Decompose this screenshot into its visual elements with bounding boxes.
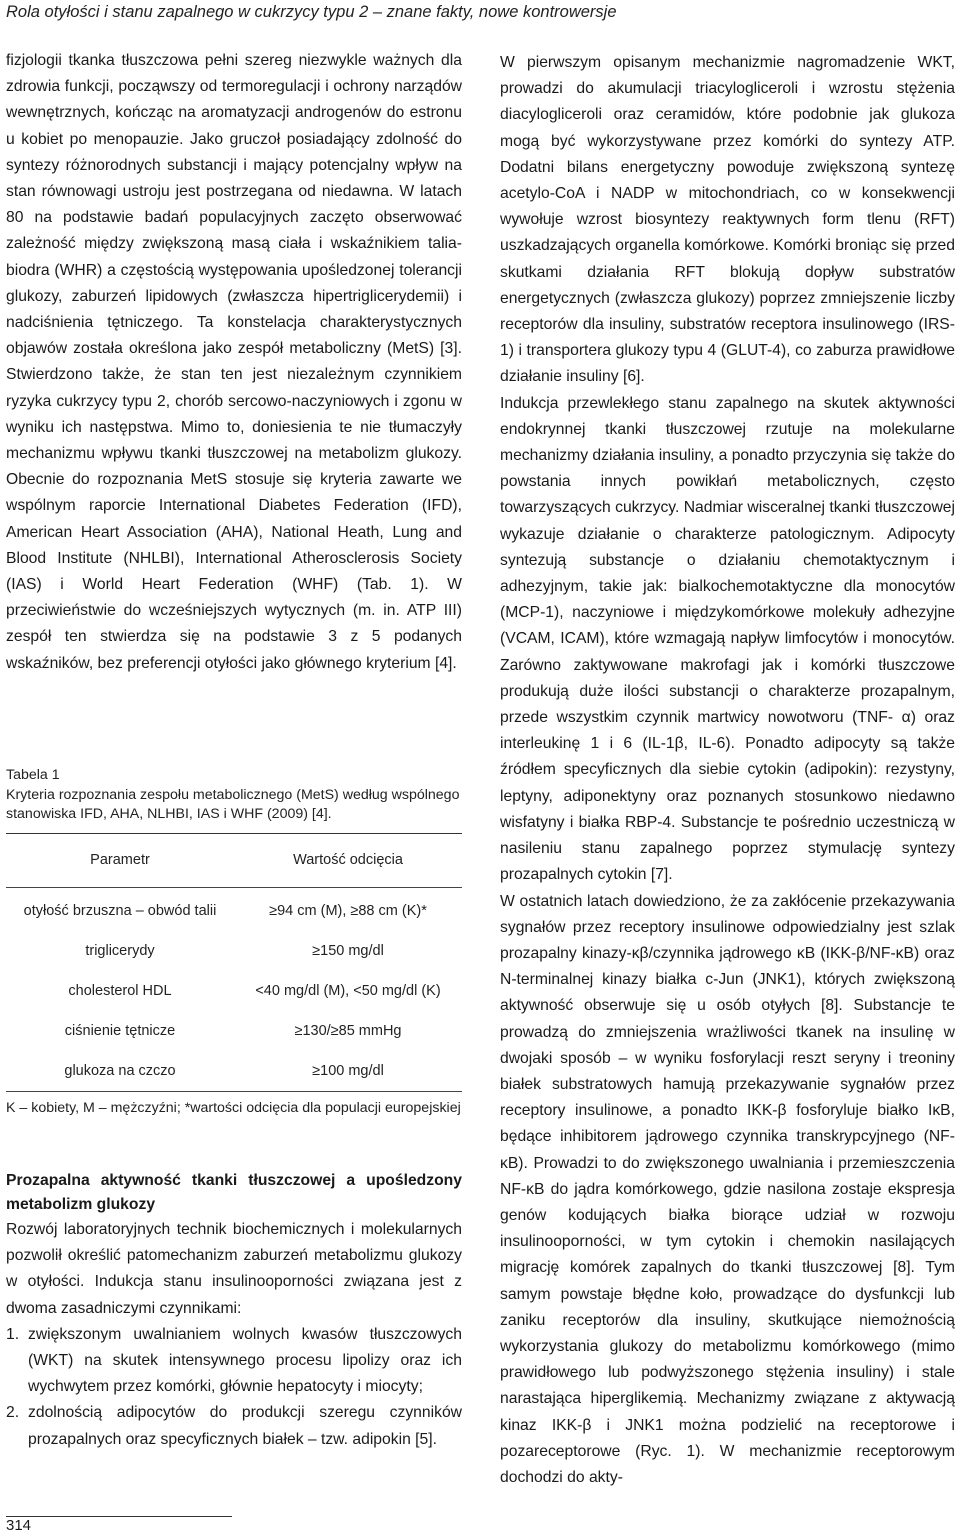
table-caption: Kryteria rozpoznania zespołu metabolicznego (MetS) według wspólnego stanowiska IFD, AHA, NLHBI, IAS i WHF (2009) [4].: [6, 786, 460, 822]
right-paragraph-2: Indukcja przewlekłego stanu zapalnego na skutek aktywności endokrynnej tkanki tłuszczowej rzutuje na molekularne mechanizmy działania insuliny, a ponadto przyczynia się także do powstania innych powikłań metabolicznych, często towarzyszących cukrzycy. Nadmiar wisceralnej tkanki tłuszczowej wykazuje działanie o charakterze patologicznym. Adipocyty syntezują substancje o działaniu chemotaktycznym i adhezyjnym, takie jak: bialkochemotaktyczne dla monocytów (MCP-1), naczyniowe i międzykomórkowe molekuły adhezyjne (VCAM, ICAM), które wzmagają napływ limfocytów i monocytów. Zarówno zaktywowane makrofagi jak i komórki tłuszczowe produkują duże ilości substancji o charakterze prozapalnym, przede wszystkim czynnik martwicy nowotworu (TNF- α) oraz interleukinę 1 i 6 (IL-1β, IL-6). Ponadto adipocyty są także źródłem specyficznych dla siebie cytokin (adipokin): rezystyny, leptyny, adiponektyny oraz poznanych stosunkowo niedawno wisfatyny i białka RBP-4. Substancje te pośrednio uczestniczą w nasileniu stanu zapalnego poprzez stymulację syntezy prozapalnych cytokin [7].: [500, 394, 955, 884]
table-row: [6, 931, 462, 971]
criteria-table: [6, 833, 462, 1093]
table-header-row: [6, 833, 462, 887]
table-row: [6, 1051, 462, 1092]
table-cell-parameter: glukoza na czczo: [64, 1063, 176, 1080]
list-item: [6, 1400, 462, 1452]
table-cell-parameter: triglicerydy: [85, 942, 155, 959]
page-number: 314: [6, 1517, 32, 1534]
table-cell-cutoff: ≥94 cm (M), ≥88 cm (K)*: [269, 902, 427, 919]
footer-rule: [6, 1516, 232, 1517]
table-row: [6, 971, 462, 1011]
table-row: [6, 1011, 462, 1051]
list-item-text: zdolnością adipocytów do produkcji szeregu czynników prozapalnych oraz specyficznych białek – tzw. adipokin [5].: [28, 1404, 462, 1448]
factor-list: [6, 1322, 462, 1453]
table-footnote: K – kobiety, M – mężczyźni; *wartości odcięcia dla populacji europejskiej: [6, 1100, 461, 1117]
list-item-number: 1.: [6, 1325, 20, 1343]
table-cell-cutoff: <40 mg/dl (M), <50 mg/dl (K): [255, 982, 441, 999]
table-cell-parameter: ciśnienie tętnicze: [64, 1023, 176, 1040]
table-cell-cutoff: ≥150 mg/dl: [312, 942, 384, 959]
list-item-number: 2.: [6, 1404, 20, 1422]
right-paragraph-3: W ostatnich latach dowiedziono, że za zakłócenie przekazywania sygnałów przez receptory insulinowe odpowiedzialny jest szlak prozapalny kinazy-κβ/czynnika jądrowego κB (IKK-β/NF-κB) oraz N-terminalnej kinazy białka c-Jun (JNK1), których zwiększoną aktywność obserwuje się u osób otyłych [8]. Substancje te prowadzą do zmniejszenia wrażliwości tkanek na insulinę w dwojaki sposób – w wyniku fosforylacji reszt seryny i treoniny białek substratowych hamują przekazywanie sygnałów przez receptory insulinowe, a ponadto IKK-β fosforyluje białko IκB, będące inhibitorem jądrowego czynnika transkrypcyjnego (NF-κB). Prowadzi to do zwiększonego uwalniania i przemieszczenia NF-κB do jądra komórkowego, gdzie nasilona zostaje ekspresja genów kodujących białka biorące udział w rozwoju insulinooporności, w tym cytokin i chemokin nasilających migrację komórek zapalnych do tkanki tłuszczowej [8]. Tym samym powstaje błędne koło, prowadzące do dysfunkcji lub zaniku receptorów dla insuliny, skutkujące niemożnością wykorzystania glukozy do metabolizmu komórkowego (mimo prawidłowego lub podwyższonego stężenia insuliny) i stale narastająca hiperglikemią. Mechanizmy związane z aktywacją kinaz IKK-β i JNK1 można podzielić na receptorowe i pozareceptorowe (Ryc. 1). W mechanizmie receptorowym dochodzi do akty-: [500, 892, 955, 1486]
table-cell-cutoff: ≥100 mg/dl: [312, 1063, 384, 1080]
list-item-text: zwiększonym uwalnianiem wolnych kwasów tłuszczowych (WKT) na skutek intensywnego procesu lipolizy oraz ich wychwytem przez komórki, głównie hepatocyty i miocyty;: [28, 1325, 462, 1396]
table-label: Tabela 1: [6, 767, 60, 783]
table-1: [6, 766, 462, 1118]
table-header-cutoff: Wartość odcięcia: [293, 852, 403, 868]
table-cell-cutoff: ≥130/≥85 mmHg: [294, 1023, 402, 1040]
running-header: Rola otyłości i stanu zapalnego w cukrzycy typu 2 – znane fakty, nowe kontrowersje: [6, 3, 617, 21]
list-item: [6, 1322, 462, 1401]
section-proinflammatory: [6, 1169, 462, 1453]
left-column: [6, 48, 462, 677]
left-paragraph-1: fizjologii tkanka tłuszczowa pełni szereg niezwykle ważnych dla zdrowia funkcji, począwszy od termoregulacji i ochrony narządów wewnętrznych, kończąc na aromatyzacji androgenów do estronu u kobiet po menopauzie. Jako gruczoł posiadający zdolność do syntezy różnorodnych substancji i mający potencjalny wpływ na stan równowagi ustroju jest postrzegana od niedawna. W latach 80 na podstawie badań populacyjnych zaczęto obserwować zależność między zwiększoną masą ciała i wskaźnikiem talia-biodra (WHR) a częstością występowania upośledzonej tolerancji glukozy, zaburzeń lipidowych (zwłaszcza hipertriglicerydemii) i nadciśnienia tętniczego. Ta konstelacja charakterystycznych objawów została określona jako zespół metaboliczny (MetS) [3]. Stwierdzono także, że stan ten jest niezależnym czynnikiem ryzyka cukrzycy typu 2, chorób sercowo-naczyniowych i zgonu w wyniku ich następstwa. Mimo to, doniesienia te nie tłumaczyły mechanizmu wpływu tkanki tłuszczowej na metabolizm glukozy. Obecnie do rozpoznania MetS stosuje się kryteria zawarte we wspólnym raporcie International Diabetes Federation (IFD), American Heart Association (AHA), National Heath, Lung and Blood Institute (NHLBI), International Atherosclerosis Society (IAS) i World Heart Federation (WHF) (Tab. 1). W przeciwieństwie do wcześniejszych wytycznych (m. in. ATP III) zespół ten stwierdza się na podstawie 3 z 5 podanych wskaźników, bez preferencji otyłości jako głównego kryterium [4].: [6, 52, 462, 672]
table-header-parameter: Parametr: [90, 852, 150, 868]
right-paragraph-1: W pierwszym opisanym mechanizmie nagromadzenie WKT, prowadzi do akumulacji triacylogliceroli i wzrostu stężenia diacylogliceroli oraz ceramidów, które podobnie jak glukoza mogą być wykorzystywane przez komórki do syntezy ATP. Dodatni bilans energetyczny powoduje zwiększoną syntezę acetylo-CoA i NADP w mitochondriach, co w konsekwencji wywołuje wzrost biosyntezy reaktywnych form tlenu (RFT) uszkadzających organella komórkowe. Komórki broniąc się przed skutkami działania RFT blokują dopływ substratów energetycznych (zwłaszcza glukozy) poprzez zmniejszenie liczby receptorów dla insuliny, substratów receptora insulinowego (IRS-1) i transportera glukozy typu 4 (GLUT-4), co zaburza prawidłowe działanie insuliny [6].: [500, 54, 955, 386]
table-cell-parameter: cholesterol HDL: [68, 982, 172, 999]
section-intro: Rozwój laboratoryjnych technik biochemicznych i molekularnych pozwolił określić patomechanizm zaburzeń metabolizmu glukozy w otyłości. Indukcja stanu insulinooporności związana jest z dwoma zasadniczymi czynnikami:: [6, 1221, 462, 1317]
section-heading: Prozapalna aktywność tkanki tłuszczowej a upośledzony metabolizm glukozy: [6, 1172, 462, 1213]
right-column: [500, 50, 955, 1491]
table-row: [6, 887, 462, 931]
table-cell-parameter: otyłość brzuszna – obwód talii: [23, 902, 217, 919]
